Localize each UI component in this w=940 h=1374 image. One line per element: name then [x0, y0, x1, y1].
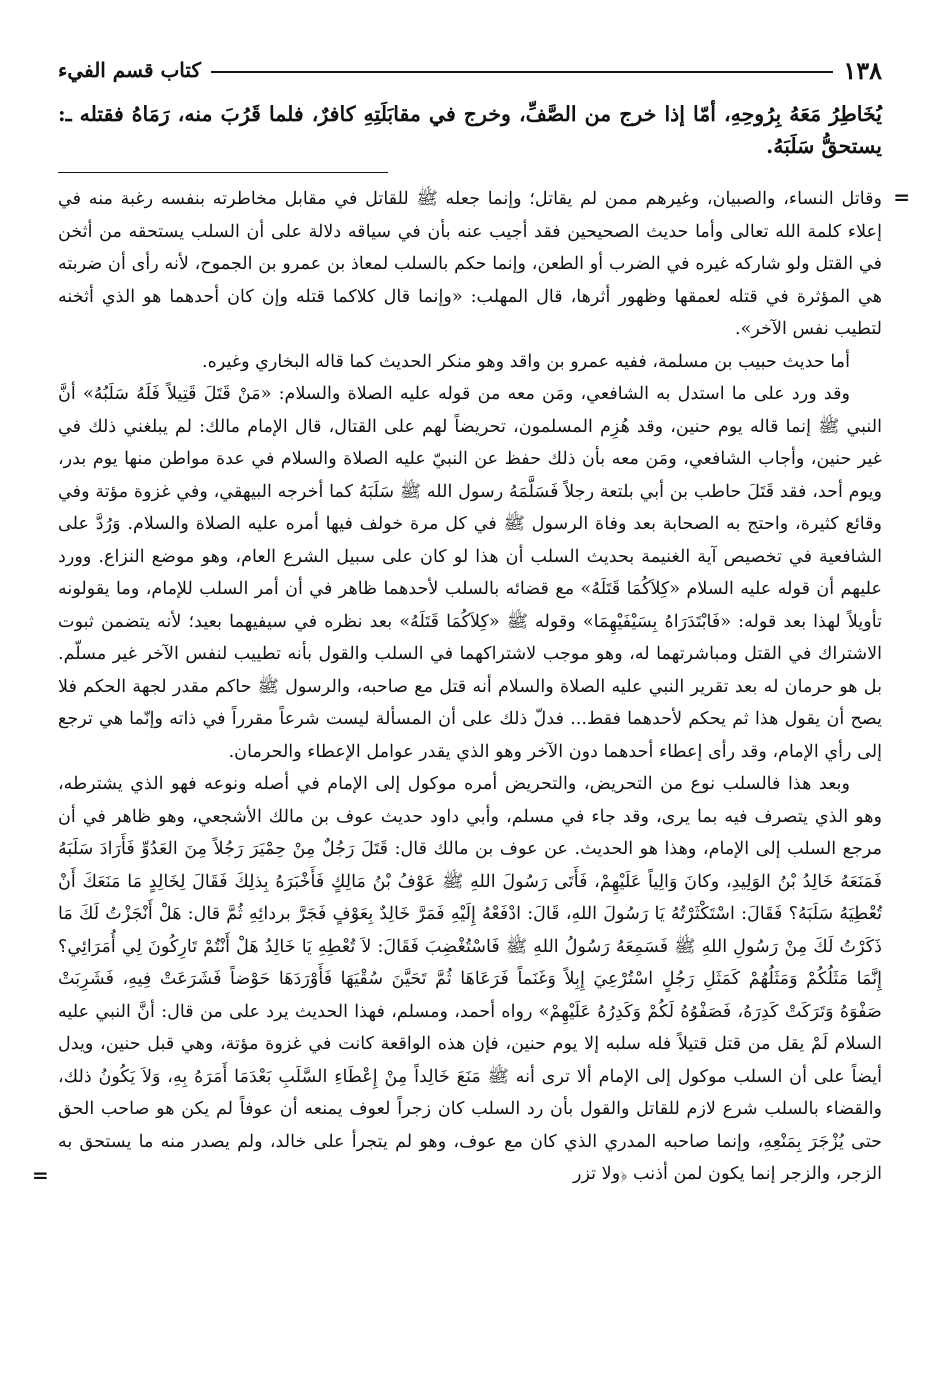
footnote-paragraph: وقد ورد على ما استدل به الشافعي، ومَن معه من قوله عليه الصلاة والسلام: «مَنْ قَتَلَ قَتِيلاً فَلَهُ سَلَبُهُ» أنَّ النبي ﷺ إنما قاله يوم حنين، وقد هُزِم المسلمون، تحريضاً لهم على القتال، قال الإمام مالك: لم يبلغني ذلك في غير حنين، وأجاب الشافعي، ومَن معه بأن ذلك حفظ عن النبيّ عليه الصلاة والسلام في عدة مواطن منها يوم بدر، ويوم أحد، فقد قَتَلَ حاطب بن أبي بلتعة رجلاً فَسَلَّمَهُ رسول الله ﷺ سَلَبَهُ كما أخرجه البيهقي، وفي غزوة مؤتة وفي وقائع كثيرة، واحتج به الصحابة بعد وفاة الرسول ﷺ في كل مرة خولف فيها أمره عليه الصلاة والسلام. وَرُدَّ على الشافعية في تخصيص آية الغنيمة بحديث السلب أن هذا لو كان على سبيل الشرع العام، وهو موضع النزاع. وورد عليهم أن قوله عليه السلام «كِلاَكُمَا قَتَلَهُ» مع قضائه بالسلب لأحدهما ظاهر في أن أمر السلب للإمام، وما يقولونه تأويلاً لهذا بعد قوله: «فَابْتَدَرَاهُ بِسَيْفَيْهِمَا» وقوله ﷺ «كِلاَكُمَا قَتَلَهُ» بعد نظره في سيفيهما بعيد؛ لأنه يتضمن ثبوت الاشتراك في القتل ومباشرتهما له، وهو موجب لاشتراكهما في السلب والقول بأنه تطييب لنفس الآخر غير مسلّم. بل هو حرمان له بعد تقرير النبي عليه الصلاة والسلام أنه قتل مع صاحبه، والرسول ﷺ حاكم مقدر لجهة الحكم فلا يصح أن يقول هذا ثم يحكم لأحدهما فقط... فدلّ ذلك على أن المسألة ليست شرعاً مقرراً في ذاته وإنّما هي ترجع إلى رأي الإمام، وقد رأى إعطاء أحدهما دون الآخر وهو الذي يقدر عوامل الإعطاء والحرمان. — [58, 384, 882, 762]
page-number: ١٣٨ — [843, 55, 882, 85]
footnotes — [32, 183, 910, 1191]
footnote-paragraph: وبعد هذا فالسلب نوع من التحريض، والتحريض أمره موكول إلى الإمام في أصله ونوعه فهو الذي يشترطه، وهو الذي يتصرف فيه بما يرى، وقد جاء في مسلم، وأبي داود حديث عوف بن مالك الأشجعي، وهو ظاهر في أن مرجع السلب إلى الإمام، وهذا هو الحديث. عن عوف بن مالك قال: قَتَلَ رَجُلٌ مِنْ حِمْيَرَ رَجُلاً مِنَ العَدُوِّ فَأَرَادَ سَلَبَهُ فَمَنَعَهُ خَالِدُ بْنُ الوَلِيدِ، وكانَ وَالِياً عَلَيْهِمْ، فَأَتَى رَسُولَ اللهِ ﷺ عَوْفُ بْنُ مَالِكٍ فَأَخْبَرَهُ بِذلِكَ فَقَالَ لِخَالِدٍ مَا مَنَعَكَ أَنْ تُعْطِيَهُ سَلَبَهُ؟ فَقَالَ: اسْتَكْثَرْتُهُ يَا رَسُولَ اللهِ، قَالَ: ادْفَعْهُ إِلَيْهِ فَمَرَّ خَالِدٌ بِعَوْفٍ فَجَرَّ بردائِهِ ثُمَّ قال: هَلْ أَنْجَزْتُ لَكَ مَا ذَكَرْتُ لَكَ مِنْ رَسُولِ اللهِ ﷺ فَسَمِعَهُ رَسُولُ اللهِ ﷺ فَاسْتُغْضِبَ فَقَالَ: لاَ تُعْطِهِ يَا خَالِدُ هَلْ أَنْتُمْ تَارِكُونَ لِي أُمَرَائِي؟ إِنَّمَا مَثَلُكُمْ وَمَثَلُهُمْ كَمَثَلِ رَجُلٍ اسْتُرْعِيَ إِبِلاً وَغَنَماً فَرَعَاهَا ثُمَّ تَحَيَّنَ سُقْيَهَا فَأَوْرَدَهَا حَوْضاً فَشَرَعَتْ فِيهِ، فَشَرِبَتْ صَفْوَهُ وَتَرَكَتْ كَدِرَهُ، فَصَفْوُهُ لَكُمْ وَكَدِرُهُ عَلَيْهِمْ» رواه أحمد، ومسلم، فهذا الحديث يرد على من قال: أنَّ النبي عليه السلام لَمْ يقل من قتل قتيلاً فله سلبه إلا يوم حنين، فإن هذه الواقعة كانت في غزوة مؤتة، وهي قبل حنين، ويدل أيضاً على أن السلب موكول إلى الإمام ألا ترى أنه ﷺ مَنَعَ خَالِداً مِنْ إِعْطَاءِ السَّلَبِ بَعْدَمَا أَمَرَهُ بِهِ، وَلاَ يَكُونُ ذلك، والقضاء بالسلب شرع لازم للقاتل والقول بأن رد السلب كان زجراً لعوف يمنعه أن عوفاً لم يكن هو صاحب الحق حتى يُزْجَرَ بِمَنْعِهِ، وإنما صاحبه المدري الذي كان مع عوف، وهو لم يتجرأ على خالد، ولم يصدر منه ما يستحق به الزجر، والزجر إنما يكون لمن أذنب ﴿ولا تزر — [58, 774, 883, 1184]
footnote-paragraph: أما حديث حبيب بن مسلمة، ففيه عمرو بن واقد وهو منكر الحديث كما قاله البخاري وغيره. — [202, 351, 850, 372]
running-title: كتاب قسم الفيء — [58, 58, 201, 82]
footnote-divider — [58, 172, 388, 173]
page-header — [58, 50, 882, 90]
continuation-mark-bottom: = — [32, 1162, 49, 1187]
header-rule — [211, 71, 833, 73]
footnote-paragraph: وقاتل النساء، والصبيان، وغيرهم ممن لم يقاتل؛ وإنما جعله ﷺ للقاتل في مقابل مخاطرته بنفسه رغبة منه في إعلاء كلمة الله تعالى وأما حديث الصحيحين فقد أجيب عنه بأن في سياقه دلالة على أن السلب يستحقه من أثخن في القتل ولو شاركه غيره في الضرب أو الطعن، وإنما حكم بالسلب لمعاذ بن عمرو بن الجموح، لأنه رأى أن ضربته هي المؤثرة في قتله لعمقها وظهور أثرها، قال المهلب: «وإنما قال كلاكما قتله وإن كان أحدهما هو الذي أثخنه لتطيب نفس الآخر». — [58, 189, 882, 339]
main-text — [58, 98, 882, 162]
main-text-paragraph: يُخَاطِرُ مَعَهُ بِرُوحِهِ، أمّا إذا خرج من الصَّفِّ، وخرج في مقابَلَتِهِ كافرٌ، فلما قَرُبَ منه، رَمَاهُ فقتله ـ: يستحقُّ سَلَبَهُ. — [58, 102, 882, 158]
book-page — [32, 50, 910, 1191]
continuation-mark-top: = — [893, 185, 910, 209]
